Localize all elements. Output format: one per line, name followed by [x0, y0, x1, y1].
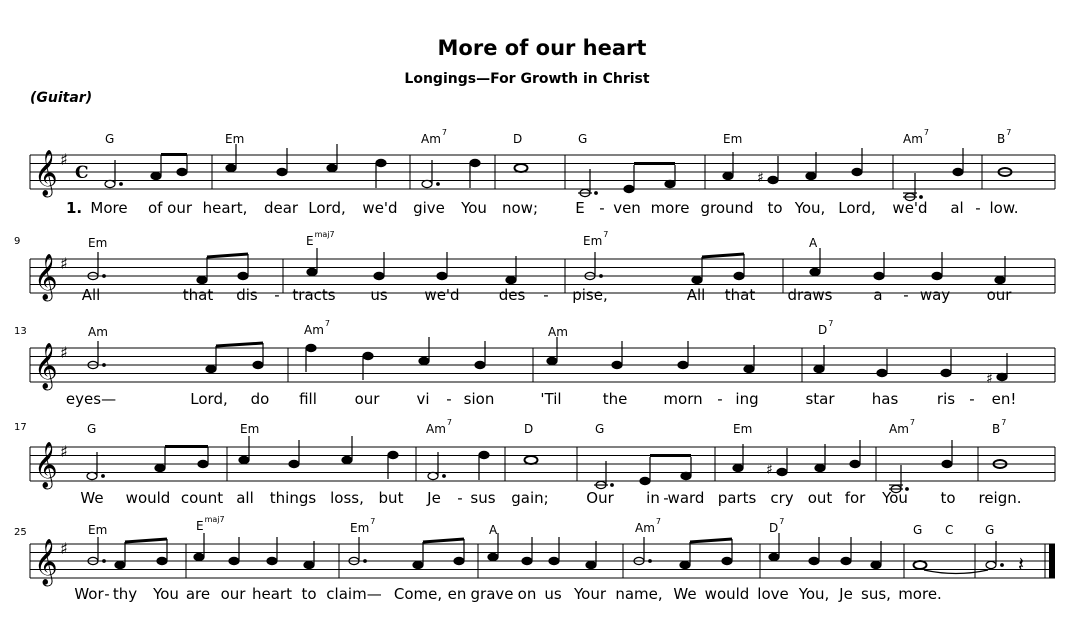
lyric-syllable: do — [250, 390, 270, 408]
staff-system-1 — [0, 120, 1084, 230]
lyric-syllable: Je — [427, 489, 441, 507]
sharp-icon: ♯ — [60, 442, 68, 461]
lyric-syllable: gain; — [511, 489, 549, 507]
chord-symbol: Em — [723, 132, 743, 146]
lyric-syllable: sus, — [861, 585, 891, 603]
lyric-syllable: You — [882, 489, 908, 507]
lyric-syllable: us — [544, 585, 562, 603]
lyric-syllable: morn — [663, 390, 703, 408]
chord-symbol: Em — [733, 422, 753, 436]
lyric-syllable: are — [185, 585, 211, 603]
lyric-hyphen: - — [446, 390, 452, 408]
lyric-syllable: us — [370, 286, 388, 304]
lyric-syllable: You — [153, 585, 179, 603]
lyric-syllable: for — [844, 489, 866, 507]
lyric-syllable: Wor — [74, 585, 104, 603]
lyric-syllable: al — [950, 199, 964, 217]
lyric-syllable: that — [724, 286, 756, 304]
lyric-syllable: Our — [586, 489, 614, 507]
lyric-syllable: grave — [470, 585, 514, 603]
lyric-syllable: des — [498, 286, 526, 304]
quarter-rest-icon: 𝄽 — [1018, 552, 1025, 576]
sharp-icon: ♯ — [60, 343, 68, 362]
lyric-syllable: Je — [839, 585, 853, 603]
sharp-icon: ♯ — [60, 150, 68, 169]
lyric-syllable: all — [236, 489, 254, 507]
lyric-syllable: low. — [989, 199, 1019, 217]
lyric-syllable: ground — [700, 199, 754, 217]
lyric-syllable: would — [704, 585, 750, 603]
chord-symbol: G — [87, 422, 97, 436]
lyric-syllable: dear — [263, 199, 299, 217]
lyric-syllable: More — [90, 199, 128, 217]
lyric-syllable: we'd — [362, 199, 398, 217]
lyric-syllable: love — [757, 585, 789, 603]
lyric-syllable: we'd — [424, 286, 460, 304]
lyric-syllable: ing — [735, 390, 759, 408]
treble-clef-icon: 𝄞 — [34, 343, 58, 389]
tie — [924, 570, 988, 574]
lyric-syllable: pise, — [572, 286, 608, 304]
lyric-hyphen: - — [457, 489, 463, 507]
chord-symbol: Am — [88, 325, 108, 339]
lyric-syllable: 'Til — [540, 390, 562, 408]
treble-clef-icon: 𝄞 — [34, 150, 58, 196]
chord-symbol: Am$^7$ — [304, 319, 330, 337]
instrument-label: (Guitar) — [30, 90, 93, 106]
lyric-syllable: ven — [613, 199, 641, 217]
lyric-hyphen: - — [104, 585, 110, 603]
lyric-syllable: in — [646, 489, 660, 507]
chord-symbol: Em — [88, 236, 108, 250]
common-time-icon: C — [75, 163, 89, 183]
lyric-syllable: vi — [416, 390, 430, 408]
lyric-hyphen: - — [969, 390, 975, 408]
chord-symbol: Am$^7$ — [421, 128, 447, 146]
lyric-syllable: You — [461, 199, 487, 217]
lyric-syllable: Come, — [393, 585, 443, 603]
lyric-hyphen: - — [903, 286, 909, 304]
lyric-syllable: Lord, — [308, 199, 346, 217]
chord-symbol: G — [595, 422, 605, 436]
final-barline — [1049, 544, 1055, 578]
lyric-syllable: You, — [794, 199, 826, 217]
chord-symbol: A — [489, 523, 498, 537]
lyric-syllable: give — [413, 199, 445, 217]
lyric-syllable: Your — [573, 585, 607, 603]
measure-number: 9 — [14, 236, 21, 247]
chord-symbol: Em — [240, 422, 260, 436]
lyric-syllable: eyes— — [65, 390, 117, 408]
lyric-syllable: now; — [501, 199, 539, 217]
lyric-syllable: sion — [463, 390, 495, 408]
lyric-syllable: reign. — [978, 489, 1022, 507]
treble-clef-icon: 𝄞 — [34, 539, 58, 585]
lyric-syllable: count — [180, 489, 224, 507]
chord-symbol: D — [513, 132, 523, 146]
lyric-hyphen: - — [543, 286, 549, 304]
lyric-syllable: claim— — [326, 585, 382, 603]
svg-text:♯: ♯ — [757, 170, 764, 186]
measure-number: 25 — [14, 527, 27, 538]
chord-symbol: A — [809, 236, 818, 250]
lyric-syllable: our — [986, 286, 1012, 304]
lyric-syllable: things — [269, 489, 317, 507]
chord-symbol: D — [524, 422, 534, 436]
lyric-syllable: more — [650, 199, 690, 217]
staff-system-4 — [0, 412, 1084, 522]
lyric-syllable: cry — [770, 489, 794, 507]
chord-symbol: Em$^7$ — [583, 230, 609, 248]
lyric-hyphen: - — [975, 199, 981, 217]
lyric-syllable: You, — [798, 585, 830, 603]
chord-symbol: Am$^7$ — [426, 418, 452, 436]
lyric-syllable: out — [807, 489, 833, 507]
lyric-syllable: of our — [147, 199, 193, 217]
chord-symbol: G — [985, 523, 995, 537]
lyric-syllable: more. — [898, 585, 942, 603]
lyric-hyphen: - — [663, 489, 669, 507]
chord-symbol: Am$^7$ — [889, 418, 915, 436]
lyric-syllable: ward — [667, 489, 705, 507]
sharp-icon: ♯ — [60, 254, 68, 273]
lyric-syllable: star — [805, 390, 835, 408]
chord-symbol: Em$^7$ — [350, 517, 376, 535]
lyric-syllable: to — [301, 585, 317, 603]
song-subtitle: Longings—For Growth in Christ — [404, 71, 650, 87]
lyric-hyphen: - — [599, 199, 605, 217]
chord-symbol: G — [578, 132, 588, 146]
chord-symbol: Em — [225, 132, 245, 146]
svg-text:♯: ♯ — [986, 371, 993, 387]
lyric-syllable: All — [81, 286, 101, 304]
treble-clef-icon: 𝄞 — [34, 442, 58, 488]
lyric-syllable: but — [378, 489, 404, 507]
lyric-syllable: en! — [991, 390, 1017, 408]
lyric-syllable: We — [673, 585, 697, 603]
sharp-icon: ♯ — [60, 539, 68, 558]
chord-symbol: G — [105, 132, 115, 146]
lyric-syllable: heart — [252, 585, 292, 603]
measure-number: 17 — [14, 422, 27, 433]
lyric-syllable: way — [919, 286, 951, 304]
chord-symbol: Am — [548, 325, 568, 339]
chord-symbol: $D^7$ — [769, 517, 785, 535]
svg-text:♯: ♯ — [766, 462, 773, 478]
lyric-syllable: thy — [112, 585, 138, 603]
lyric-syllable: All — [686, 286, 706, 304]
chord-symbol: $E^{maj7}$ — [196, 515, 225, 533]
song-title: More of our heart — [437, 36, 647, 60]
lyric-syllable: name, — [615, 585, 663, 603]
lyric-syllable: en — [447, 585, 467, 603]
chord-symbol: $E^{maj7}$ — [306, 230, 335, 248]
chord-symbol: $B^7$ — [997, 128, 1012, 146]
chord-symbol: Em — [88, 523, 108, 537]
staff-system-5 — [0, 509, 1084, 619]
lyric-syllable: dis — [236, 286, 258, 304]
lyric-syllable: E — [575, 199, 585, 217]
lyric-syllable: to — [940, 489, 956, 507]
chord-symbol: G — [913, 523, 923, 537]
lyric-syllable: ris — [936, 390, 956, 408]
lyric-syllable: on — [517, 585, 537, 603]
lyric-syllable: has — [871, 390, 899, 408]
lyric-syllable: that — [182, 286, 214, 304]
staff-system-3 — [0, 313, 1084, 423]
chord-symbol: Am$^7$ — [903, 128, 929, 146]
chord-symbol: Am$^7$ — [635, 517, 661, 535]
lyric-syllable: tracts — [292, 286, 336, 304]
treble-clef-icon: 𝄞 — [34, 254, 58, 300]
verse-number: 1. — [66, 199, 83, 217]
lyric-syllable: loss, — [330, 489, 364, 507]
lyric-syllable: parts — [717, 489, 757, 507]
chord-symbol: $D^7$ — [818, 319, 834, 337]
chord-symbol: $B^7$ — [992, 418, 1007, 436]
lyric-syllable: to — [767, 199, 783, 217]
measure-number: 13 — [14, 326, 27, 337]
lyric-syllable: fill — [299, 390, 317, 408]
lyric-syllable: Lord, — [190, 390, 228, 408]
lyric-hyphen: - — [717, 390, 723, 408]
lyric-syllable: the — [602, 390, 628, 408]
lyric-hyphen: - — [274, 286, 280, 304]
lyric-syllable: our — [354, 390, 380, 408]
lyric-syllable: we'd — [892, 199, 928, 217]
lyric-syllable: our — [220, 585, 246, 603]
lyric-syllable: a — [873, 286, 883, 304]
lyric-syllable: sus — [470, 489, 496, 507]
lyric-syllable: heart, — [202, 199, 248, 217]
lyric-syllable: draws — [787, 286, 833, 304]
lyric-syllable: We — [80, 489, 104, 507]
lyric-syllable: would — [125, 489, 171, 507]
lyric-syllable: Lord, — [838, 199, 876, 217]
chord-symbol: C — [945, 523, 954, 537]
